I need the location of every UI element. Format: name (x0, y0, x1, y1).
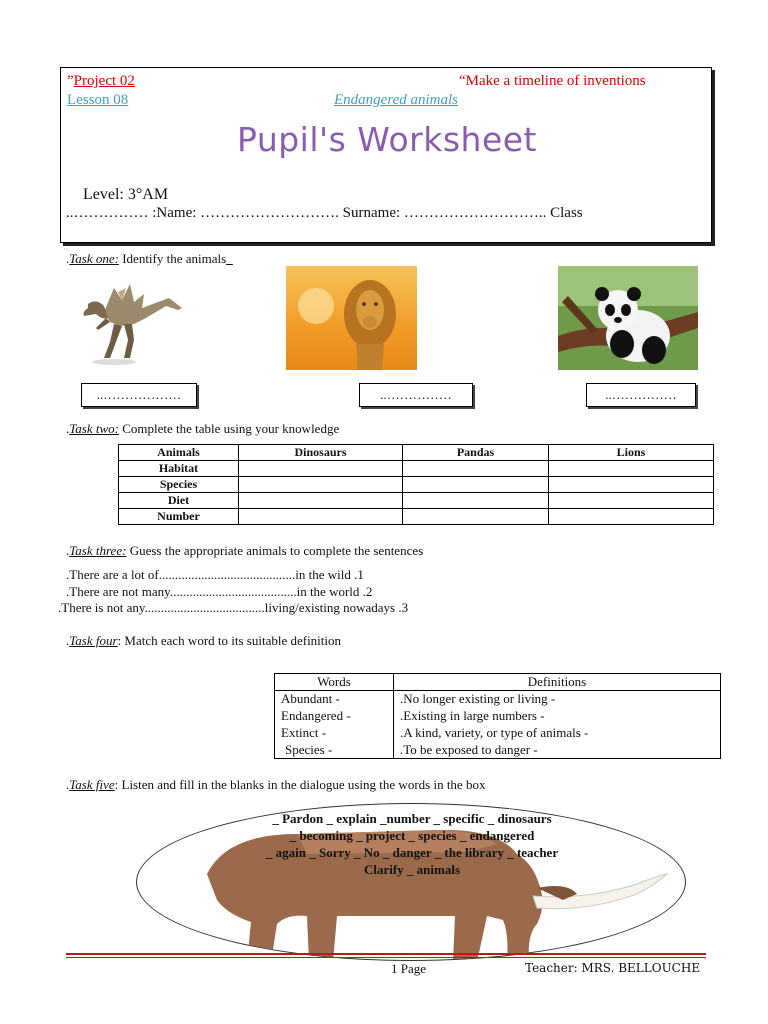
table-cell[interactable] (403, 477, 549, 493)
panda-image (558, 266, 698, 370)
definitions-table (274, 673, 721, 759)
table-row (275, 725, 721, 742)
word-cell: Extinct - (275, 725, 394, 742)
table-cell[interactable] (239, 461, 403, 477)
table-cell[interactable] (549, 477, 714, 493)
task-one-heading: .Task one: Identify the animals_ (66, 251, 233, 266)
lion-image (286, 266, 417, 370)
task-five-heading: .Task five: Listen and fill in the blanks in the dialogue using the words in the box (66, 777, 486, 792)
table-header: Dinosaurs (239, 445, 403, 461)
invention-title: “Make a timeline of inventions (459, 73, 646, 89)
animals-table (118, 444, 714, 525)
teacher-name: Teacher: MRS. BELLOUCHE (525, 961, 701, 975)
task-two-heading: .Task two: Complete the table using your knowledge (66, 421, 340, 436)
table-cell[interactable] (549, 493, 714, 509)
definition-cell: .A kind, variety, or type of animals - (394, 725, 721, 742)
word-line-4: Clarify _ animals (363, 862, 461, 877)
definition-cell: .Existing in large numbers - (394, 708, 721, 725)
word-line-3: _ again _ Sorry _ No _ danger _ the library _ teacher (265, 845, 559, 860)
row-header: Habitat (119, 461, 239, 477)
row-header: Diet (119, 493, 239, 509)
table-cell[interactable] (403, 461, 549, 477)
word-line-1: _ Pardon _ explain _number _ specific _ dinosaurs (272, 811, 552, 826)
definition-cell: .To be exposed to danger - (394, 742, 721, 759)
topic-label: Endangered animals (334, 92, 459, 108)
word-box-ellipse (136, 803, 686, 961)
worksheet-title: Pupil's Worksheet (237, 120, 537, 159)
table-cell[interactable] (239, 477, 403, 493)
definition-cell: .No longer existing or living - (394, 691, 721, 708)
table-cell[interactable] (239, 509, 403, 525)
name-line: ..…………… :Name: ………………………. Surname: ……………………….. Class (66, 205, 583, 221)
table-cell[interactable] (239, 493, 403, 509)
page-number: 1 Page (391, 961, 427, 976)
table-header: Pandas (403, 445, 549, 461)
table-cell[interactable] (403, 509, 549, 525)
table-cell[interactable] (403, 493, 549, 509)
word-cell: Species - (275, 742, 394, 759)
table-row (119, 493, 714, 509)
footer-divider-thin (66, 957, 706, 958)
lesson-label: Lesson 08 (67, 92, 129, 108)
table-row (119, 477, 714, 493)
table-cell[interactable] (549, 461, 714, 477)
word-line-2: _ becoming _ project _ species _ endangered (289, 828, 535, 843)
sentence-3: .There is not any.....................................living/existing nowadays .3 (58, 600, 409, 615)
row-header: Species (119, 477, 239, 493)
table-row (119, 461, 714, 477)
task-three-heading: .Task three: Guess the appropriate animals to complete the sentences (66, 543, 424, 558)
dinosaur-image (74, 278, 184, 366)
answer-box-dinosaur[interactable]: ..……………… (81, 383, 197, 407)
words-header: Words (275, 674, 394, 691)
word-cell: Endangered - (275, 708, 394, 725)
table-row (275, 708, 721, 725)
word-cell: Abundant - (275, 691, 394, 708)
sentence-2: .There are not many.......................................in the world .2 (66, 584, 373, 599)
table-row (119, 509, 714, 525)
table-cell[interactable] (549, 509, 714, 525)
footer-divider (66, 953, 706, 955)
table-row (275, 691, 721, 708)
table-row (275, 742, 721, 759)
answer-box-panda[interactable]: ..…………… (586, 383, 696, 407)
word-list (137, 810, 686, 878)
header-box (60, 67, 712, 243)
table-header: Animals (119, 445, 239, 461)
sentence-1: .There are a lot of..........................................in the wild .1 (66, 567, 364, 582)
definitions-header: Definitions (394, 674, 721, 691)
level-label: Level: 3°AM (83, 186, 169, 203)
table-header: Lions (549, 445, 714, 461)
row-header: Number (119, 509, 239, 525)
task-four-heading: .Task four: Match each word to its suitable definition (66, 633, 342, 648)
project-label: ”Project 02 (67, 73, 135, 89)
answer-box-lion[interactable]: ..…………… (359, 383, 473, 407)
